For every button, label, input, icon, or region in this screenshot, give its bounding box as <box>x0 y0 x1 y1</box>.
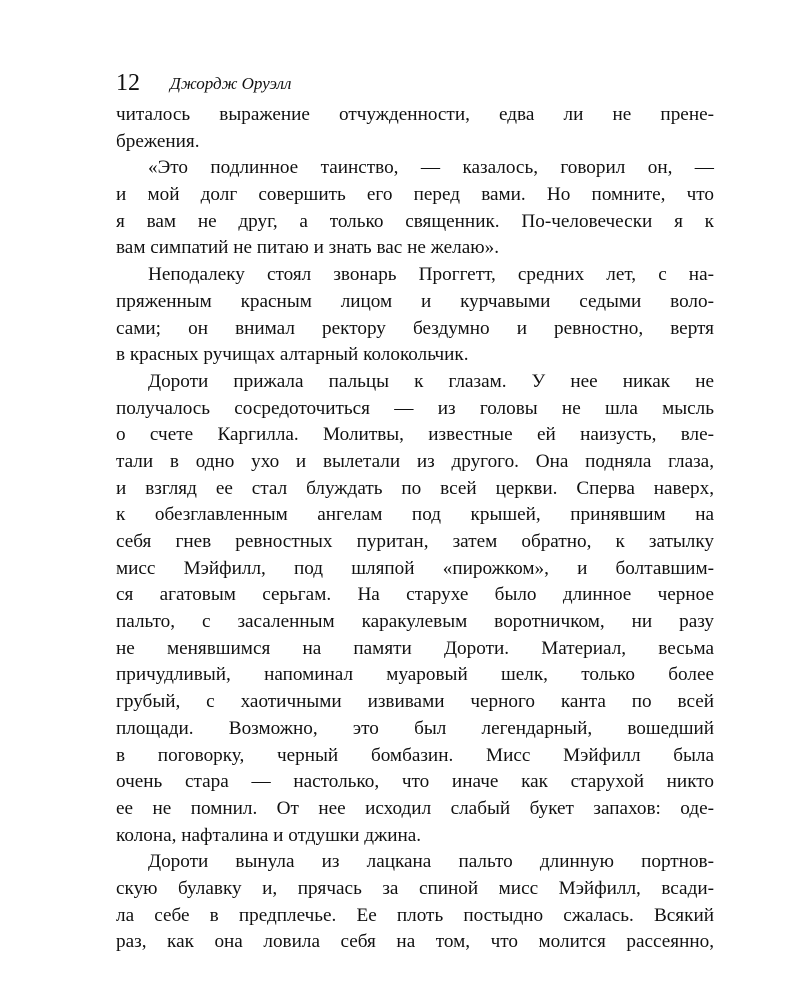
text-line: колона, нафталина и отдушки джина. <box>116 824 422 846</box>
text-line: не менявшимся на памяти Дороти. Материал, весьма <box>116 637 714 659</box>
text-line: площади. Возможно, это был легендарный, вошедший <box>116 717 714 739</box>
text-line: Неподалеку стоял звонарь Проггетт, средних лет, с на- <box>148 264 714 286</box>
page-number: 12 <box>116 70 140 96</box>
text-line: скую булавку и, прячась за спиной мисс Мэйфилл, всади- <box>116 877 714 899</box>
text-line: в красных ручищах алтарный колокольчик. <box>116 344 469 366</box>
text-line: читалось выражение отчужденности, едва ли не прене- <box>116 104 714 125</box>
text-line: раз, как она ловила себя на том, что молится рассеянно, <box>116 931 714 953</box>
text-line: и мой долг совершить его перед вами. Но помните, что <box>116 184 714 206</box>
book-page <box>116 70 714 956</box>
text-line: себя гнев ревностных пуритан, затем обратно, к затылку <box>116 531 714 552</box>
text-line: пряженным красным лицом и курчавыми седыми воло- <box>116 290 714 312</box>
text-line: о счете Каргилла. Молитвы, известные ей наизусть, вле- <box>116 424 714 446</box>
text-line: причудливый, напоминал муаровый шелк, только более <box>116 664 714 686</box>
text-line: Дороти вынула из лацкана пальто длинную портнов- <box>148 851 714 873</box>
text-line: ее не помнил. От нее исходил слабый букет запахов: оде- <box>116 797 714 819</box>
text-line: получалось сосредоточиться — из головы не шла мысль <box>116 397 714 419</box>
text-line: в поговорку, черный бомбазин. Мисс Мэйфилл была <box>116 744 714 766</box>
text-line: очень стара — настолько, что иначе как старухой никто <box>116 771 714 793</box>
text-line: пальто, с засаленным каракулевым воротничком, ни разу <box>116 611 714 633</box>
text-line: грубый, с хаотичными извивами черного канта по всей <box>116 691 714 713</box>
text-line: ся агатовым серьгам. На старухе было длинное черное <box>116 584 714 606</box>
text-line: вам симпатий не питаю и знать вас не желаю». <box>116 237 499 259</box>
text-line: Дороти прижала пальцы к глазам. У нее никак не <box>148 370 714 392</box>
body-text <box>116 102 714 956</box>
text-line: брежения. <box>116 130 200 152</box>
text-line: я вам не друг, а только священник. По-человечески я к <box>116 210 714 232</box>
text-line: тали в одно ухо и вылетали из другого. Она подняла глаза, <box>116 450 714 472</box>
text-line: и взгляд ее стал блуждать по всей церкви. Сперва наверх, <box>116 477 714 499</box>
running-title-author: Джордж Оруэлл <box>170 74 292 93</box>
text-line: сами; он внимал ректору бездумно и ревностно, вертя <box>116 317 714 339</box>
text-line: к обезглавленным ангелам под крышей, принявшим на <box>116 504 714 526</box>
text-line: «Это подлинное таинство, — казалось, говорил он, — <box>148 157 714 179</box>
text-line: мисс Мэйфилл, под шляпой «пирожком», и болтавшим- <box>116 557 714 579</box>
running-head <box>116 70 714 96</box>
text-line: ла себе в предплечье. Ее плоть постыдно сжалась. Всякий <box>116 904 714 926</box>
